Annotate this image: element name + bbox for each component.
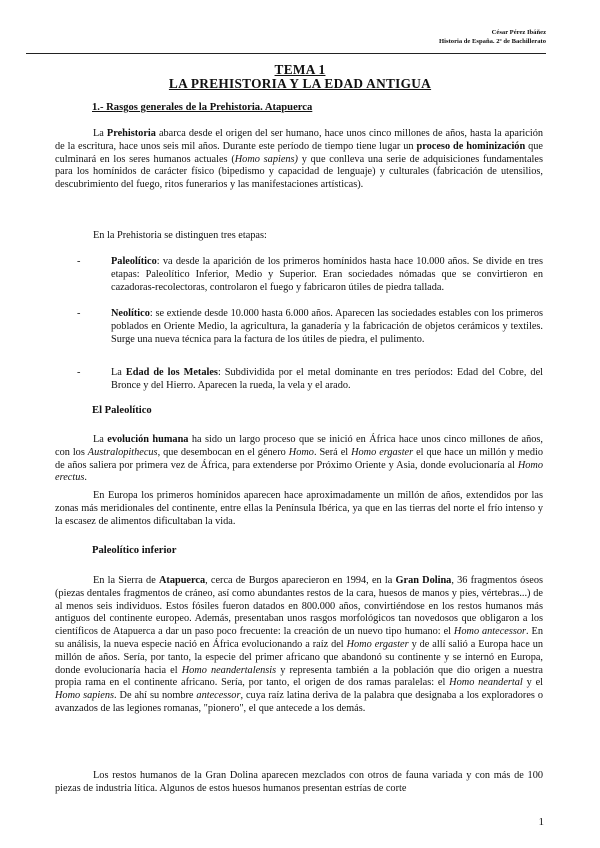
section-heading-rasgos: 1.- Rasgos generales de la Prehistoria. Atapuerca [92, 102, 313, 113]
section-heading-paleolitico-inferior: Paleolítico inferior [92, 545, 177, 556]
list-item-metales: - La Edad de los Metales: Subdividida por el metal dominante en tres períodos: Edad del Cobre, del Bronce y del Hierro. Aparecen la rueda, la vela y el arado. [77, 367, 544, 391]
page-header [439, 28, 546, 46]
paragraph-europa: En Europa los primeros homínidos aparecen hace aproximadamente un millón de años, extendidos por las zonas más meridionales del continente, entre ellas la Península Ibérica, ya que en las tierras del norte el frío intenso y la escasez de alimentos dificultaban la vida. [55, 490, 543, 527]
document-title-line1: TEMA 1 [274, 62, 326, 77]
header-author: César Pérez Ibáñez [491, 29, 546, 36]
page-number: 1 [538, 816, 544, 828]
paragraph-gran-dolina: Los restos humanos de la Gran Dolina aparecen mezclados con otros de fauna variada y con más de 100 piezas de industria lítica. Algunos de estos huesos humanos presentan estrías de corte [55, 770, 543, 794]
paragraph-prehistoria: La Prehistoria abarca desde el origen del ser humano, hace unos cinco millones de años, hasta la aparición de la escritura, hace unos seis mil años. Durante este período de tiempo tiene lugar un proceso de hominización que culminará en los seres humanos actuales (Homo sapiens) y que conlleva una serie de adquisiciones fundamentales para los homínidos de carácter físico (bipedismo y capacidad de lenguaje) y culturales (fabricación de utensilios, descubrimiento del fuego, ritos funerarios y las manifestaciones artísticas). [55, 128, 544, 191]
header-course: Historia de España. 2º de Bachillerato [439, 38, 546, 45]
section-heading-paleolitico: El Paleolítico [92, 405, 152, 416]
header-rule [26, 53, 546, 54]
list-item-paleolitico: - Paleolítico: va desde la aparición de los primeros homínidos hasta hace 10.000 años. Se divide en tres etapas: Paleolítico Inferior, Medio y Superior. Eran sociedades nómadas que se convirtieron en cazadoras-recolectoras, controlaron el fuego y fabricaron útiles de piedra tallada. [77, 256, 543, 293]
list-item-neolitico: - Neolítico: se extiende desde 10.000 hasta 6.000 años. Aparecen las sociedades estables con los primeros poblados en Oriente Medio, la agricultura, la ganadería y la fabricación de objetos cerámicos y textiles. Surge una nueva técnica para la factura de los útiles de piedra, el pulimento. [77, 308, 543, 345]
paragraph-evolucion-humana: La evolución humana ha sido un largo proceso que se inició en África hace unos cinco millones de años, con los Australopithecus, que desembocan en el género Homo. Será el Homo ergaster el que hace un millón y medio de años saliera por primera vez de África, para extenderse por Próximo Oriente y Asia, donde evolucionaría al Homo erectus. [55, 434, 544, 484]
document-title-line2: LA PREHISTORIA Y LA EDAD ANTIGUA [168, 76, 432, 91]
paragraph-tres-etapas: En la Prehistoria se distinguen tres etapas: [93, 230, 267, 241]
paragraph-atapuerca: En la Sierra de Atapuerca, cerca de Burgos aparecieron en 1994, en la Gran Dolina, 36 fragmentos óseos (piezas dentales fragmentos de cráneo, así como abundantes restos de la cara, huesos de manos y pies, vértebras...) de al menos seis individuos. Estos fósiles fueron datados en 800.000 años, convirtiéndose en los restos humanos más antiguos del continente europeo. Además, presentaban unos rasgos morfológicos tan novedosos que obligaron a los científicos de Atapuerca a dar un paso poco frecuente: la creación de un nuevo tipo humano: el Homo antecessor. En su análisis, la nueva especie nació en África evolucionando a raíz del Homo ergaster y de allí salió a Europa hace un millón de años. Sería, por tanto, la especie del primer africano que abandonó su continente y se internó en Europa, donde evolucionaría hacia el Homo neandertalensis y representa también a la población que dio origen a nuestra propia rama en el continente africano. Sería, por tanto, el origen de dos ramas paralelas: el Homo neandertal y el Homo sapiens. De ahí su nombre antecessor, cuya raíz latina deriva de la palabra que designaba a los exploradores o avanzados de las legiones romanas, "pionero", el que antecede a los demás. [55, 575, 544, 714]
